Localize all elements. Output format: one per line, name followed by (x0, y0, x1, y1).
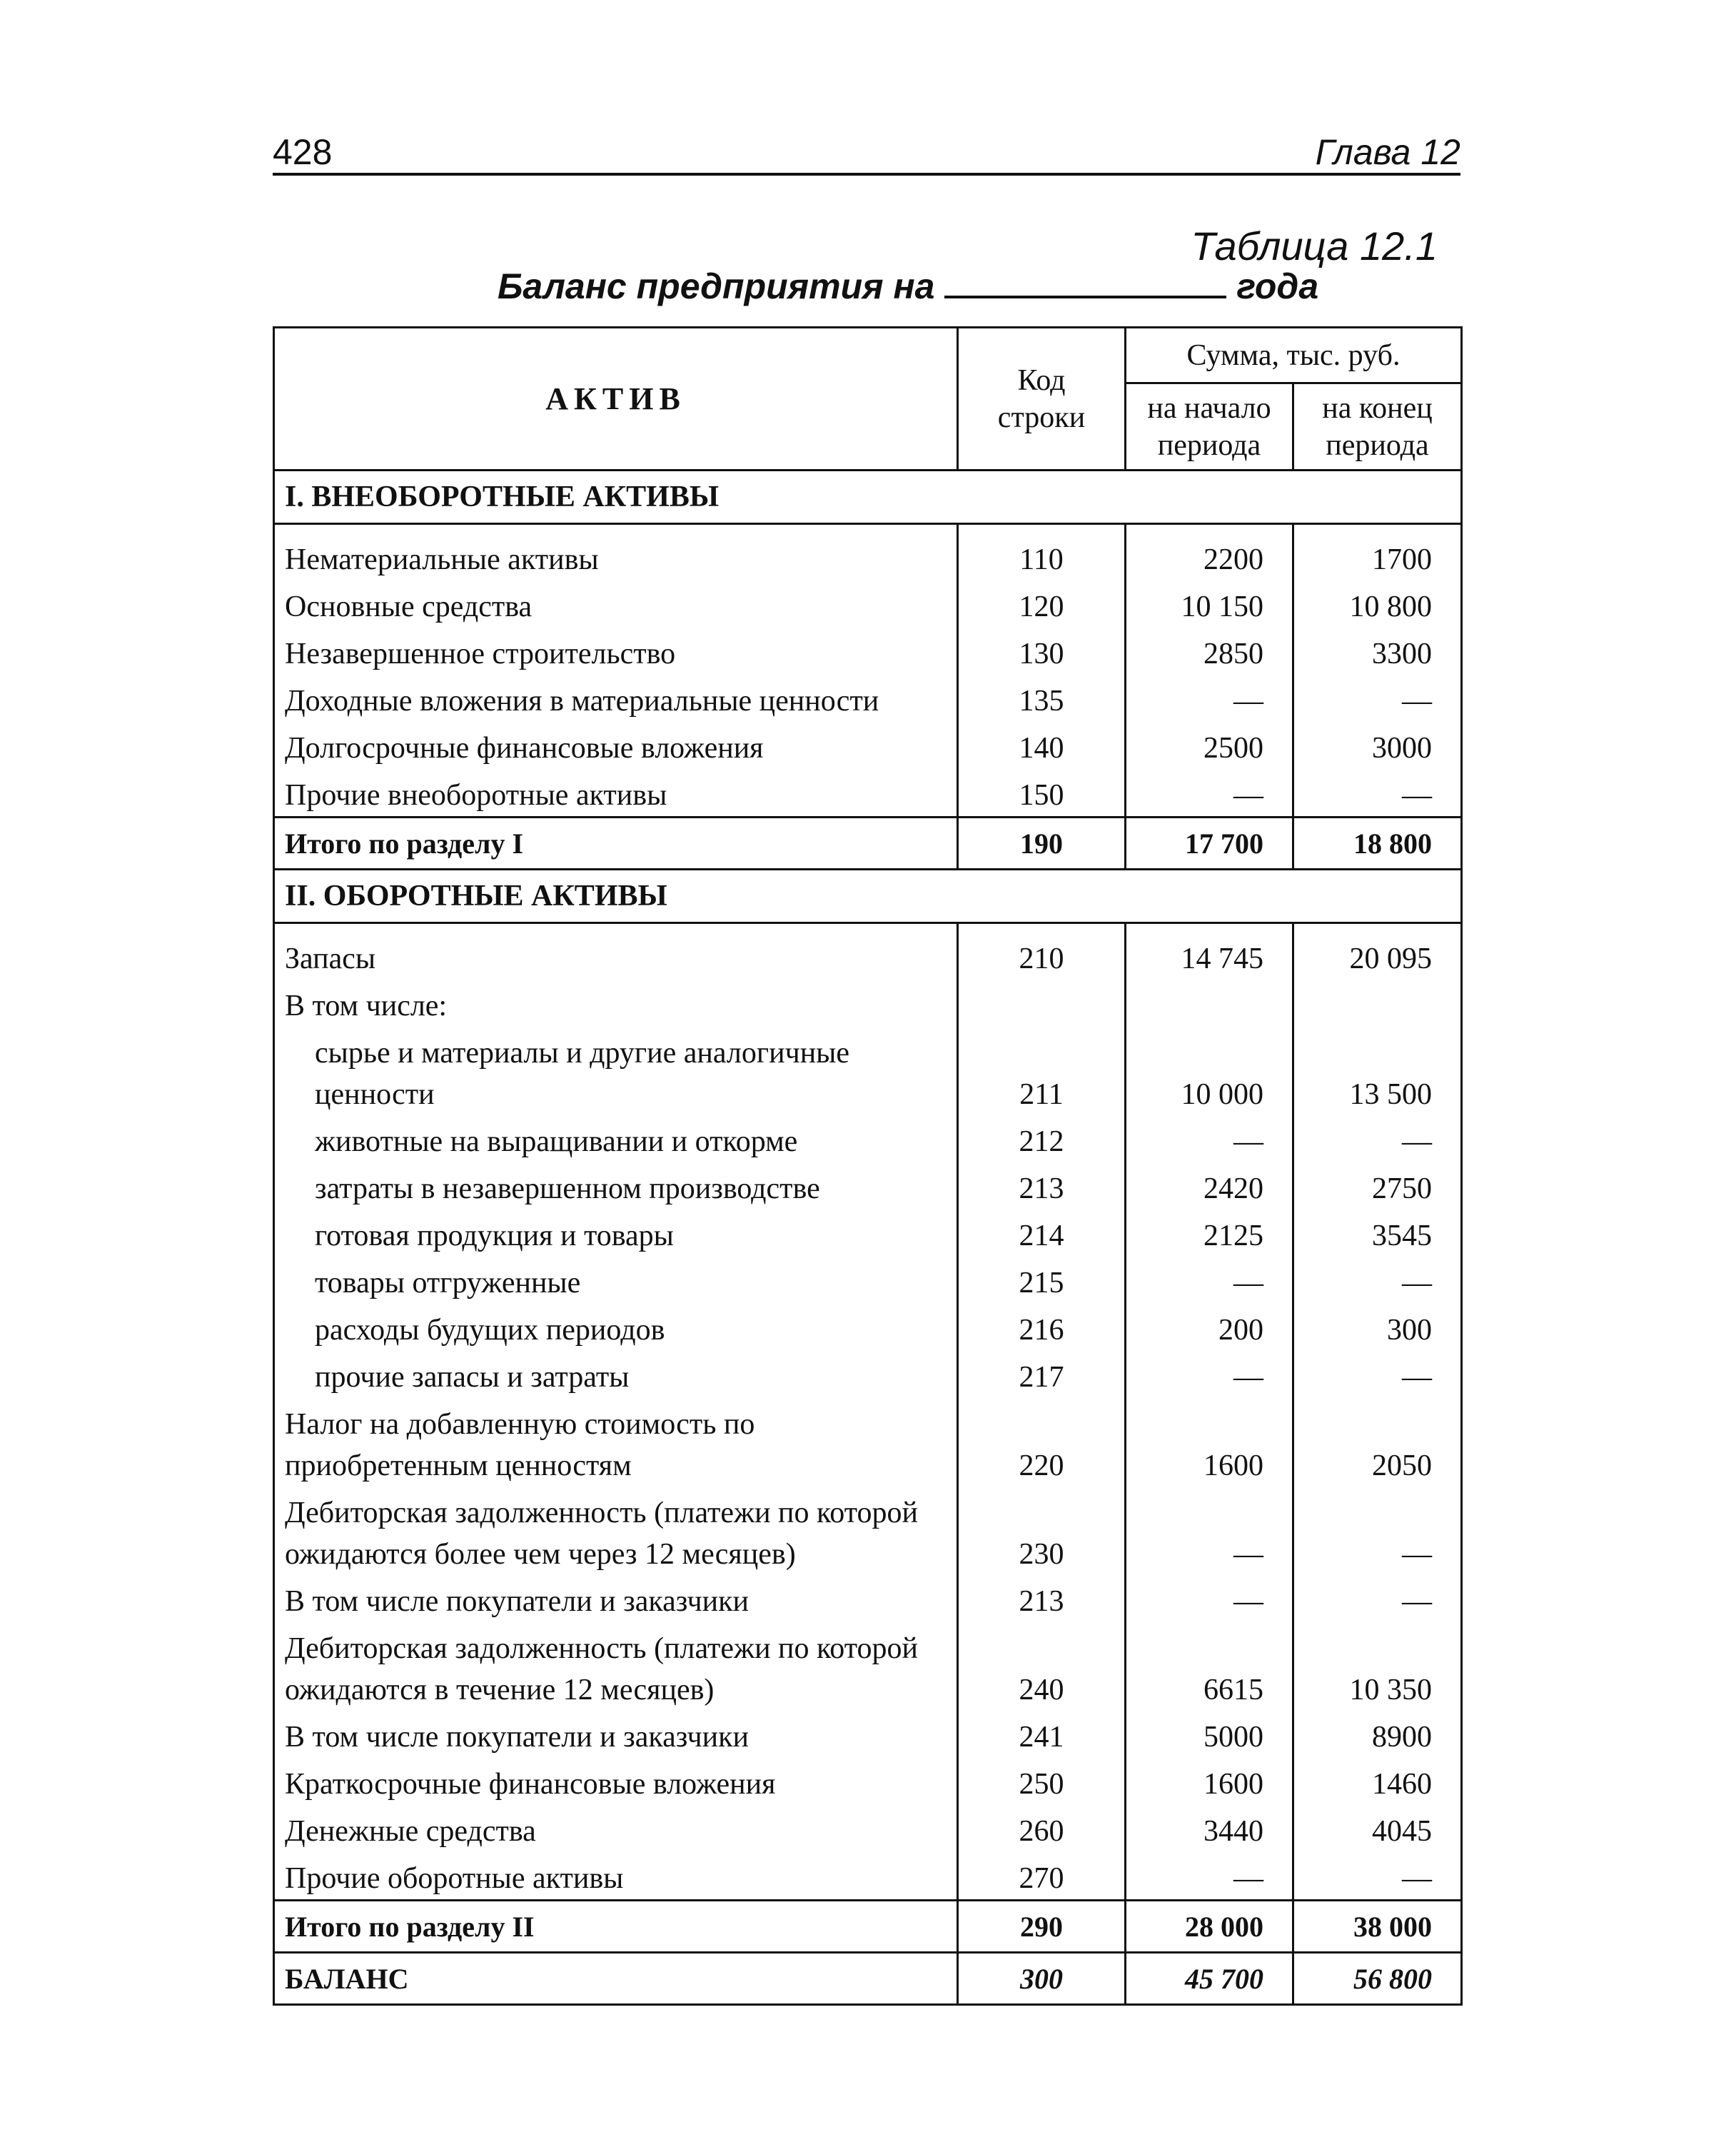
row-end-value: — (1293, 1487, 1462, 1575)
header-period-start: на начало периода (1126, 383, 1293, 471)
date-blank-line (944, 264, 1226, 298)
table-title (498, 264, 1318, 307)
row-end-value (1293, 980, 1462, 1027)
row-code: 214 (958, 1210, 1126, 1257)
row-start-value: 2125 (1126, 1210, 1293, 1257)
row-code: 270 (958, 1852, 1126, 1901)
row-end-value: — (1293, 675, 1462, 722)
balance-total-start: 45 700 (1126, 1953, 1293, 2005)
table-row (274, 1575, 1462, 1622)
row-name: готовая продукция и товары (274, 1210, 958, 1257)
row-end-value: 10 800 (1293, 580, 1462, 628)
section-1-total-label: Итого по разделу I (274, 818, 958, 870)
table-row (274, 722, 1462, 769)
row-code: 120 (958, 580, 1126, 628)
balance-total-code: 300 (958, 1953, 1126, 2005)
row-start-value: — (1126, 1115, 1293, 1162)
row-name: Долгосрочные финансовые вложения (274, 722, 958, 769)
header-sum-group: Сумма, тыс. руб. (1126, 328, 1462, 383)
table-row (274, 675, 1462, 722)
row-code: 150 (958, 769, 1126, 818)
row-code: 241 (958, 1711, 1126, 1758)
row-name: расходы будущих периодов (274, 1304, 958, 1351)
row-code: 140 (958, 722, 1126, 769)
row-start-value: — (1126, 675, 1293, 722)
row-name: В том числе покупатели и заказчики (274, 1711, 958, 1758)
row-start-value: 2850 (1126, 628, 1293, 675)
balance-total (274, 1953, 1462, 2005)
table-row (274, 1027, 1462, 1115)
row-end-value: 2750 (1293, 1162, 1462, 1210)
row-end-value: 13 500 (1293, 1027, 1462, 1115)
row-end-value: — (1293, 1575, 1462, 1622)
table-row (274, 1487, 1462, 1575)
row-name: Основные средства (274, 580, 958, 628)
row-code: 250 (958, 1758, 1126, 1805)
row-start-value: 10 150 (1126, 580, 1293, 628)
row-code: 213 (958, 1162, 1126, 1210)
section-2-heading-title: II. ОБОРОТНЫЕ АКТИВЫ (274, 870, 1462, 923)
table-number: Таблица 12.1 (1191, 223, 1438, 268)
row-name: Денежные средства (274, 1805, 958, 1852)
row-code: 130 (958, 628, 1126, 675)
row-name: Нематериальные активы (274, 524, 958, 581)
row-name: Налог на добавленную стоимость по приобретенным ценностям (274, 1398, 958, 1487)
row-start-value (1126, 980, 1293, 1027)
row-start-value: 1600 (1126, 1758, 1293, 1805)
row-end-value: 1460 (1293, 1758, 1462, 1805)
row-start-value: — (1126, 1257, 1293, 1304)
table-row (274, 1115, 1462, 1162)
row-start-value: — (1126, 1575, 1293, 1622)
row-end-value: 3000 (1293, 722, 1462, 769)
row-name: В том числе покупатели и заказчики (274, 1575, 958, 1622)
table-row (274, 1711, 1462, 1758)
row-code: 230 (958, 1487, 1126, 1575)
row-end-value: 10 350 (1293, 1622, 1462, 1711)
row-name: Прочие оборотные активы (274, 1852, 958, 1901)
row-name: животные на выращивании и откорме (274, 1115, 958, 1162)
row-name: затраты в незавершенном производстве (274, 1162, 958, 1210)
row-end-value: 3300 (1293, 628, 1462, 675)
row-end-value: 2050 (1293, 1398, 1462, 1487)
row-end-value: — (1293, 1115, 1462, 1162)
row-start-value: 14 745 (1126, 923, 1293, 980)
row-code: 211 (958, 1027, 1126, 1115)
row-end-value: — (1293, 1257, 1462, 1304)
section-1-total-start: 17 700 (1126, 818, 1293, 870)
row-name: Краткосрочные финансовые вложения (274, 1758, 958, 1805)
section-2-total-label: Итого по разделу II (274, 1901, 958, 1953)
row-name: товары отгруженные (274, 1257, 958, 1304)
row-end-value: 4045 (1293, 1805, 1462, 1852)
table-row (274, 1351, 1462, 1398)
row-end-value: 1700 (1293, 524, 1462, 581)
header-period-end: на конец периода (1293, 383, 1462, 471)
row-name: Запасы (274, 923, 958, 980)
row-end-value: 8900 (1293, 1711, 1462, 1758)
row-end-value: 3545 (1293, 1210, 1462, 1257)
table-row (274, 769, 1462, 818)
row-code: 240 (958, 1622, 1126, 1711)
row-start-value: 2420 (1126, 1162, 1293, 1210)
row-start-value: 1600 (1126, 1398, 1293, 1487)
row-name: Доходные вложения в материальные ценности (274, 675, 958, 722)
table-row (274, 1805, 1462, 1852)
row-end-value: — (1293, 1351, 1462, 1398)
row-start-value: 200 (1126, 1304, 1293, 1351)
row-code (958, 980, 1126, 1027)
balance-sheet-table (273, 326, 1463, 2006)
row-code: 220 (958, 1398, 1126, 1487)
row-start-value: 3440 (1126, 1805, 1293, 1852)
row-code: 216 (958, 1304, 1126, 1351)
table-row (274, 1304, 1462, 1351)
row-code: 260 (958, 1805, 1126, 1852)
row-start-value: 6615 (1126, 1622, 1293, 1711)
row-start-value: — (1126, 769, 1293, 818)
row-start-value: — (1126, 1351, 1293, 1398)
row-name: Незавершенное строительство (274, 628, 958, 675)
row-end-value: — (1293, 1852, 1462, 1901)
table-row (274, 628, 1462, 675)
row-start-value: 2200 (1126, 524, 1293, 581)
section-2-total-start: 28 000 (1126, 1901, 1293, 1953)
row-end-value: 300 (1293, 1304, 1462, 1351)
row-name: прочие запасы и затраты (274, 1351, 958, 1398)
row-code: 215 (958, 1257, 1126, 1304)
table-row (274, 580, 1462, 628)
balance-total-label: БАЛАНС (274, 1953, 958, 2005)
row-start-value: 10 000 (1126, 1027, 1293, 1115)
row-start-value: 5000 (1126, 1711, 1293, 1758)
row-name: сырье и материалы и другие аналогичные ценности (274, 1027, 958, 1115)
row-name: Дебиторская задолженность (платежи по которой ожидаются в течение 12 месяцев) (274, 1622, 958, 1711)
table-row (274, 1758, 1462, 1805)
table-row (274, 980, 1462, 1027)
section-2-total-code: 290 (958, 1901, 1126, 1953)
row-code: 110 (958, 524, 1126, 581)
row-start-value: — (1126, 1487, 1293, 1575)
chapter-title: Глава 12 (1315, 132, 1460, 172)
row-start-value: 2500 (1126, 722, 1293, 769)
section-2-total-end: 38 000 (1293, 1901, 1462, 1953)
row-code: 217 (958, 1351, 1126, 1398)
header-code: Код строки (958, 328, 1126, 471)
table-row (274, 1398, 1462, 1487)
row-end-value: — (1293, 769, 1462, 818)
row-code: 135 (958, 675, 1126, 722)
table-row (274, 923, 1462, 980)
page-header (273, 129, 1460, 176)
table-title-suffix: года (1236, 266, 1319, 306)
row-code: 210 (958, 923, 1126, 980)
row-start-value: — (1126, 1852, 1293, 1901)
row-name: Прочие внеоборотные активы (274, 769, 958, 818)
section-2-total (274, 1901, 1462, 1953)
table-row (274, 1210, 1462, 1257)
table-row (274, 1622, 1462, 1711)
table-row (274, 1257, 1462, 1304)
row-code: 213 (958, 1575, 1126, 1622)
row-code: 212 (958, 1115, 1126, 1162)
section-1-heading-title: I. ВНЕОБОРОТНЫЕ АКТИВЫ (274, 471, 1462, 524)
table-row (274, 524, 1462, 581)
section-1-total-end: 18 800 (1293, 818, 1462, 870)
row-end-value: 20 095 (1293, 923, 1462, 980)
row-name: Дебиторская задолженность (платежи по которой ожидаются более чем через 12 месяцев) (274, 1487, 958, 1575)
page-number: 428 (273, 132, 333, 172)
table-row (274, 1162, 1462, 1210)
section-1-total-code: 190 (958, 818, 1126, 870)
section-1-heading (274, 471, 1462, 524)
table-row (274, 1852, 1462, 1901)
row-name: В том числе: (274, 980, 958, 1027)
section-1-total (274, 818, 1462, 870)
header-aktiv: АКТИВ (274, 328, 958, 471)
balance-total-end: 56 800 (1293, 1953, 1462, 2005)
table-title-prefix: Баланс предприятия на (498, 266, 935, 306)
section-2-heading (274, 870, 1462, 923)
